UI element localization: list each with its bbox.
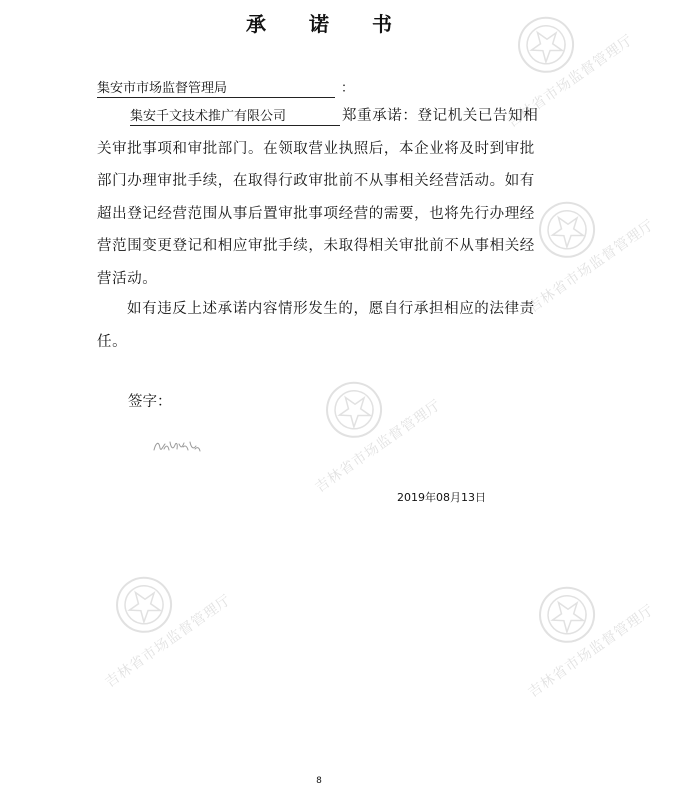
watermark-text: 吉林省市场监督管理厅 [312,396,445,496]
watermark-text: 吉林省市场监督管理厅 [102,591,235,691]
liability-paragraph [97,293,542,358]
signature-label: 签字： [128,394,172,410]
page-number: 8 [316,776,322,786]
addressee-name: 集安市市场监督管理局 [97,81,335,98]
commitment-paragraph [97,100,542,295]
document-date: 2019年08月13日 [397,491,486,504]
watermark-text: 吉林省市场监督管理厅 [504,31,637,131]
addressee-line [97,77,354,98]
addressee-colon: ： [341,81,355,96]
emblem-icon [524,572,610,658]
commitment-text: 郑重承诺：登记机关已告知相关审批事项和审批部门。在领取营业执照后，本企业将及时到审批部门办理审批手续，在取得行政审批前不从事相关经营活动。如有超出登记经营范围从事后置审批事项经营的需要，也将先行办理经营范围变更登记和相应审批手续，未取得相关审批前不从事相关经营活动。 [97,108,539,287]
handwritten-signature [152,436,202,456]
watermark [64,537,250,713]
document-title: 承 诺 书 [246,12,410,36]
watermark-text: 吉林省市场监督管理厅 [525,601,658,701]
watermark-text: 吉林省市场监督管理厅 [525,216,658,316]
liability-text: 如有违反上述承诺内容情形发生的，愿自行承担相应的法律责任。 [97,301,535,350]
watermark [487,547,673,723]
company-name: 集安千文技术推广有限公司 [130,109,340,126]
emblem-icon [101,562,187,648]
emblem-icon [311,367,397,453]
